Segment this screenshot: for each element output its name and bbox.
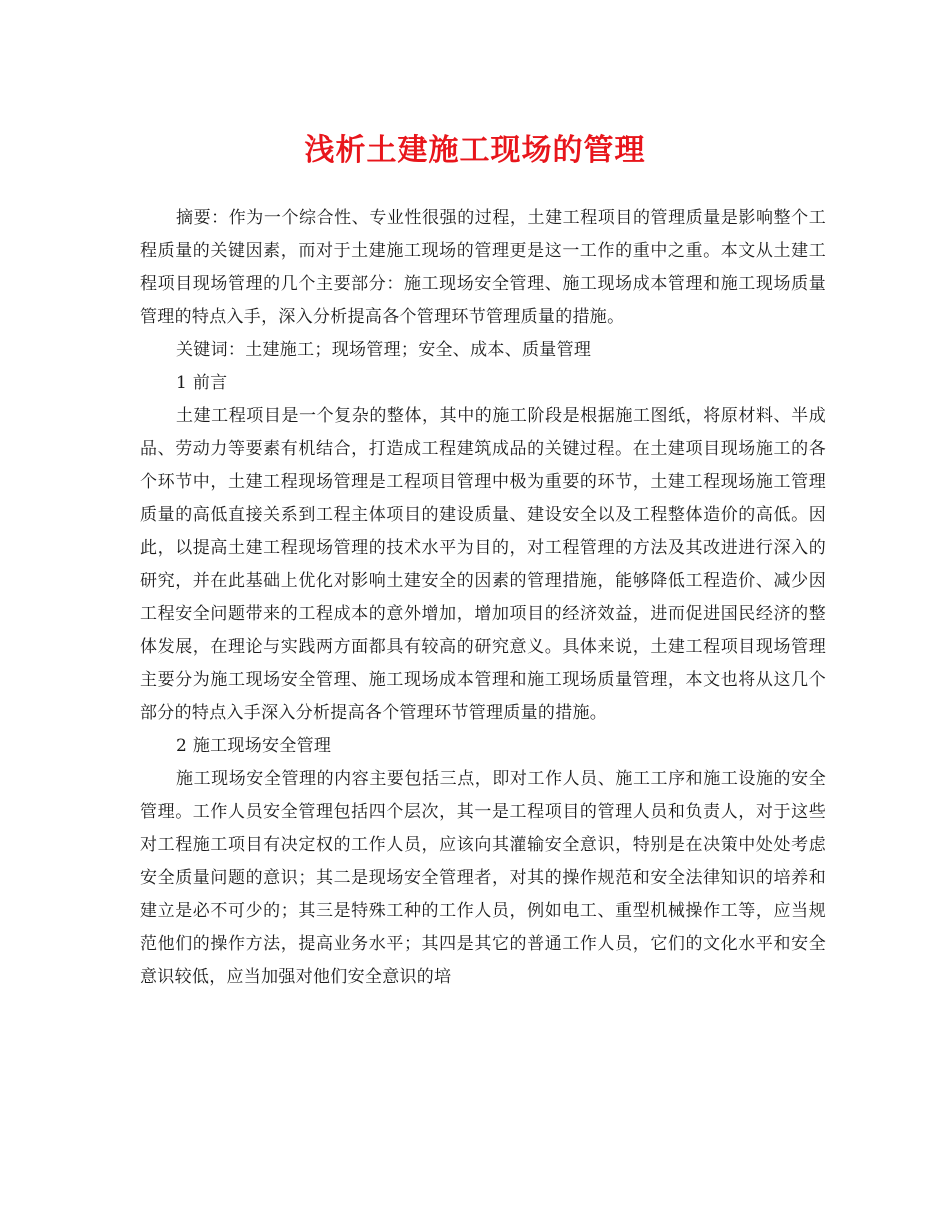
document-title: 浅析土建施工现场的管理: [304, 133, 646, 168]
abstract-paragraph: 摘要：作为一个综合性、专业性很强的过程，土建工程项目的管理质量是影响整个工程质量的关键因素，而对于土建施工现场的管理更是这一工作的重中之重。本文从土建工程项目现场管理的几个主要部分：施工现场安全管理、施工现场成本管理和施工现场质量管理的特点入手，深入分析提高各个管理环节管理质量的措施。: [140, 208, 826, 327]
preface-paragraph: 土建工程项目是一个复杂的整体，其中的施工阶段是根据施工图纸，将原材料、半成品、劳动力等要素有机结合，打造成工程建筑成品的关键过程。在土建项目现场施工的各个环节中，土建工程现场管理是工程项目管理中极为重要的环节，土建工程现场施工管理质量的高低直接关系到工程主体项目的建设质量、建设安全以及工程整体造价的高低。因此，以提高土建工程现场管理的技术水平为目的，对工程管理的方法及其改进进行深入的研究，并在此基础上优化对影响土建安全的因素的管理措施，能够降低工程造价、减少因工程安全问题带来的工程成本的意外增加，增加项目的经济效益，进而促进国民经济的整体发展，在理论与实践两方面都具有较高的研究意义。具体来说，土建工程项目现场管理主要分为施工现场安全管理、施工现场成本管理和施工现场质量管理，本文也将从这几个部分的特点入手深入分析提高各个管理环节管理质量的措施。: [140, 406, 826, 723]
document-body: [140, 202, 826, 994]
section-heading-safety: 2 施工现场安全管理: [176, 736, 332, 756]
keywords-paragraph: 关键词：土建施工；现场管理；安全、成本、质量管理: [176, 340, 592, 360]
section-heading-preface: 1 前言: [176, 373, 228, 393]
safety-paragraph: 施工现场安全管理的内容主要包括三点，即对工作人员、施工工序和施工设施的安全管理。工作人员安全管理包括四个层次，其一是工程项目的管理人员和负责人，对于这些对工程施工项目有决定权的工作人员，应该向其灌输安全意识，特别是在决策中处处考虑安全质量问题的意识；其二是现场安全管理者，对其的操作规范和安全法律知识的培养和建立是必不可少的；其三是特殊工种的工作人员，例如电工、重型机械操作工等，应当规范他们的操作方法，提高业务水平；其四是其它的普通工作人员，它们的文化水平和安全意识较低，应当加强对他们安全意识的培: [140, 769, 826, 987]
